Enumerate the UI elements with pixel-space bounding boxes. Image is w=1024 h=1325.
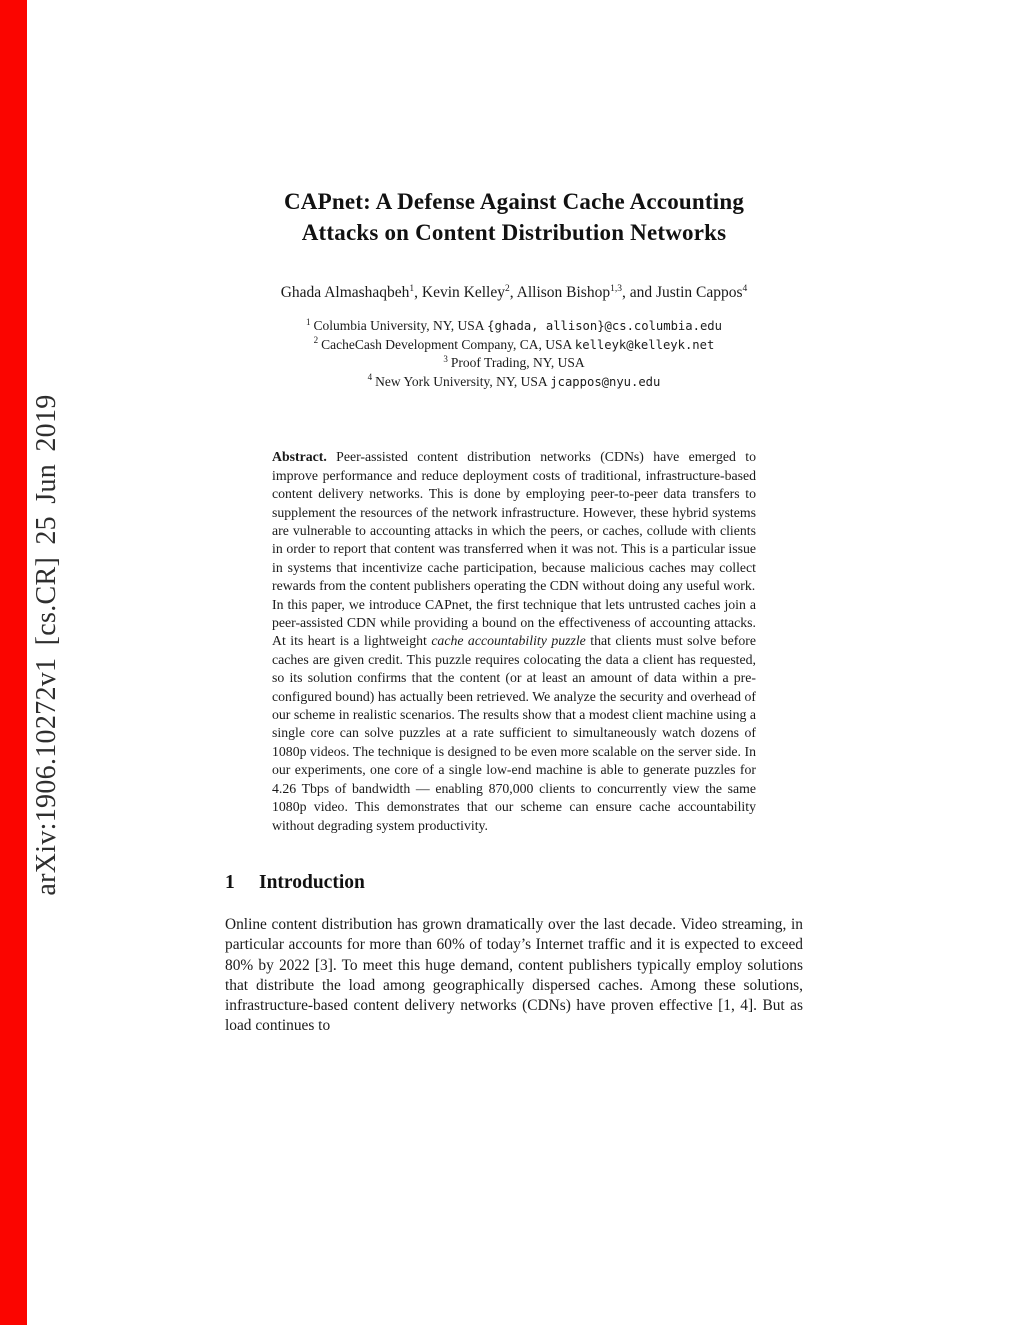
affiliation-text: Proof Trading, NY, USA [450,355,585,371]
author-affiliation-sup: 2 [505,283,510,294]
abstract-paragraph-2 [272,596,756,835]
section-number: 1 [225,871,235,893]
paper-content-column [225,0,803,1037]
abstract-paragraph-1 [272,448,756,595]
affiliation-line: $^3$ Proof Trading, NY, USA [443,353,585,371]
author-segment: Ghada Almashaqbeh$^1$ [280,283,415,301]
author-segment: , Kevin Kelley$^2$ [414,283,510,301]
affiliation-text: CacheCash Development Company, CA, USA [321,336,575,352]
title-line-1: CAPnet: A Defense Against Cache Accounting [283,189,745,214]
title-line-2: Attacks on Content Distribution Networks [301,220,727,245]
author-segment: , Allison Bishop$^{1,3}$ [509,283,622,301]
arxiv-sidebar-label: arXiv:1906.10272v1 [cs.CR] 25 Jun 2019 [31,394,62,896]
abstract-label: Abstract. [272,449,327,465]
affiliation-email: {ghada, allison}@cs.columbia.edu [487,319,722,333]
affiliation-email: jcappos@nyu.edu [550,374,661,389]
authors-line [225,284,803,302]
abstract-italic-term: cache accountability puzzle [431,633,586,649]
author-affiliation-sup: 1 [409,283,415,294]
affiliation-email: kelleyk@kelleyk.net [574,337,715,352]
affiliations-block [225,317,803,391]
abstract-text-1: Peer-assisted content distribution networks (CDNs) have emerged to improve performance and reduce deployment costs of traditional, infrastructure-based content delivery networks. This is done by employing peer-to-peer data transfers to supplement the resources of the network infrastructure. However, these hybrid systems are vulnerable to accounting attacks in which the peers, or caches, collude with clients in order to report that content was transferred when it was not. This is a particular issue in systems that incentivize cache participation, because malicious caches may collect rewards from the content publishers operating the CDN without doing any useful work. [272,449,757,594]
affiliation-line: $^4$ New York University, NY, USA jcappos@nyu.edu [367,372,661,389]
section-heading [225,872,803,894]
intro-paragraph: Online content distribution has grown dramatically over the last decade. Video streaming, in particular accounts for more than 60% of today’s Internet traffic and it is expected to exceed 80% by 2022 [3]. To meet this huge demand, content publishers typically employ solutions that distribute the load among geographically dispersed caches. Among these solutions, infrastructure-based content delivery networks (CDNs) have proven effective [1, 4]. But as load continues to [225,915,803,1035]
paper-title [225,0,803,248]
affiliation-text: Columbia University, NY, USA [313,318,488,333]
abstract-block [272,448,756,835]
affiliation-line: $^2$ CacheCash Development Company, CA, USA kelleyk@kelleyk.net [313,335,715,352]
affiliation-text: New York University, NY, USA [375,373,551,389]
author-segment: , and Justin Cappos$^4$ [621,283,748,301]
author-affiliation-sup: 4 [742,283,748,294]
abstract-text-2a: In this paper, we introduce CAPnet, the first technique that lets untrusted caches join a peer-assisted CDN while providing a bound on the effectiveness of accounting attacks. At its heart is a lightweight [272,596,756,649]
left-margin-red-bar [0,0,27,1325]
abstract-text-2b: that clients must solve before caches are given credit. This puzzle requires colocating the data a client has requested, so its solution confirms that the content (or at least an amount of data within a pre-configured bound) has actually been retrieved. We analyze the security and overhead of our scheme in realistic scenarios. The results show that a modest client machine using a single core can solve puzzles at a rate sufficient to simultaneously watch dozens of 1080p videos. The technique is designed to be even more scalable on the server side. In our experiments, one core of a single low-end machine is able to generate puzzles for 4.26 Tbps of bandwidth — enabling 870,000 clients to concurrently view the same 1080p video. This demonstrates that our scheme can ensure cache accountability without degrading system productivity. [272,633,756,833]
affiliation-line: $^1$ Columbia University, NY, USA {ghada, allison}@cs.columbia.edu [306,316,722,333]
author-affiliation-sup: 1,3 [610,283,622,294]
section-title: Introduction [259,871,365,893]
